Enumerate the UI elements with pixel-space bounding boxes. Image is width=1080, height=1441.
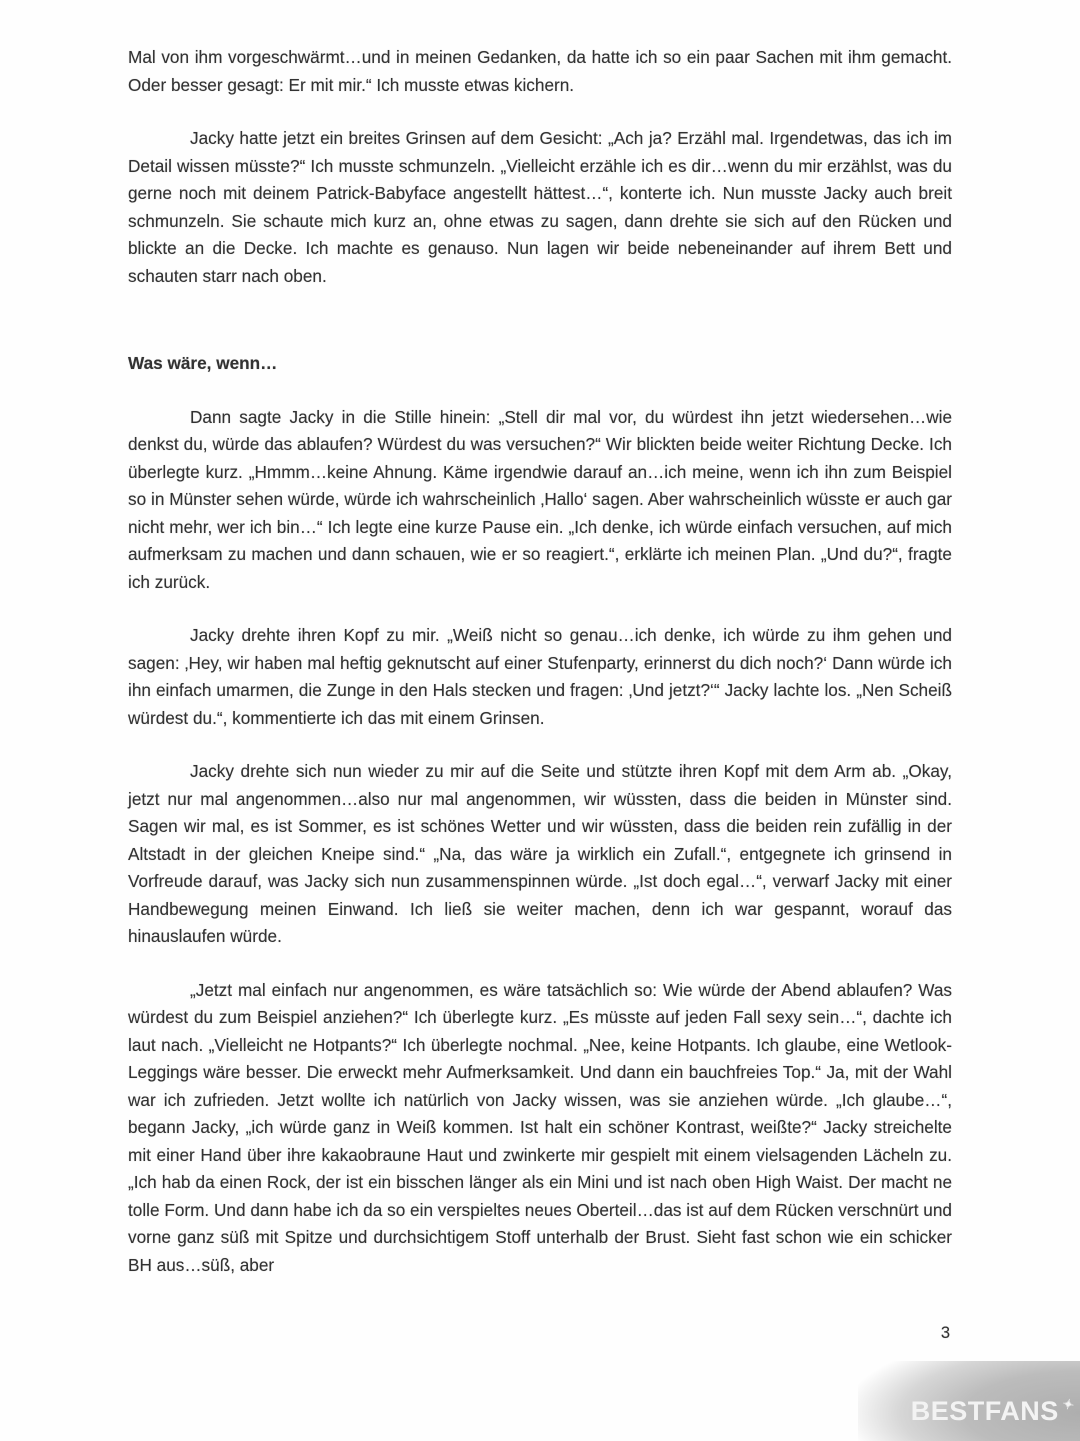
- watermark-badge: [858, 1361, 1080, 1441]
- star-icon: ✦: [1060, 1395, 1076, 1414]
- text-block: [128, 44, 952, 1305]
- paragraph: „Jetzt mal einfach nur angenommen, es wäre tatsächlich so: Wie würde der Abend ablaufen? Was würdest du zum Beispiel anziehen?“ Ich überlegte kurz. „Es müsste auf jeden Fall sexy sein…“, dachte ich laut nach. „Vielleicht ne Hotpants?“ Ich überlegte nochmal. „Nee, keine Hotpants. Ich glaube, eine Wetlook-Leggings wäre besser. Die erweckt mehr Aufmerksamkeit. Und dann ein bauchfreies Top.“ Ja, mit der Wahl war ich zufrieden. Jetzt wollte ich natürlich von Jacky wissen, was sie anziehen würde. „Ich glaube…“, begann Jacky, „ich würde ganz in Weiß kommen. Ist halt ein schöner Kontrast, weißte?“ Jacky streichelte mit einer Hand über ihre kakaobraune Haut und zwinkerte mir gespielt mit einem vielsagenden Lächeln zu. „Ich hab da einen Rock, der ist ein bisschen länger als ein Mini und ist nach oben High Waist. Der macht ne tolle Form. Und dann habe ich da so ein verspieltes neues Oberteil…das ist auf dem Rücken verschnürt und vorne ganz süß mit Spitze und durchsichtigem Stoff unterhalb der Brust. Sieht fast schon wie ein schicker BH aus…süß, aber: [128, 979, 952, 1275]
- paragraph: Jacky drehte ihren Kopf zu mir. „Weiß nicht so genau…ich denke, ich würde zu ihm gehen und sagen: ‚Hey, wir haben mal heftig geknutscht auf einer Stufenparty, erinnerst du dich noch?‘ Dann würde ich ihn einfach umarmen, die Zunge in den Hals stecken und fragen: ‚Und jetzt?‘“ Jacky lachte los. „Nen Scheiß würdest du.“, kommentierte ich das mit einem Grinsen.: [128, 625, 952, 728]
- paragraph: Jacky drehte sich nun wieder zu mir auf die Seite und stützte ihren Kopf mit dem Arm ab. „Okay, jetzt nur mal angenommen…also nur mal angenommen, wir wüssten, dass die beiden in Münster sind. Sagen wir mal, es ist Sommer, es ist schönes Wetter und wir wüssten, dass die beiden rein zufällig in der Altstadt in der gleichen Kneipe sind.“ „Na, das wäre ja wirklich ein Zufall.“, entgegnete ich grinsend in Vorfreude darauf, was Jacky sich nun zusammenspinnen würde. „Ist doch egal…“, verwarf Jacky mit einer Handbewegung meinen Einwand. Ich ließ sie weiter machen, denn ich war gespannt, worauf das hinauslaufen würde.: [128, 761, 952, 946]
- paragraph: Mal von ihm vorgeschwärmt…und in meinen Gedanken, da hatte ich so ein paar Sachen mit ihm gemacht. Oder besser gesagt: Er mit mir.“ Ich musste etwas kichern.: [128, 47, 952, 95]
- paragraph: Jacky hatte jetzt ein breites Grinsen auf dem Gesicht: „Ach ja? Erzähl mal. Irgendetwas, das ich im Detail wissen müsste?“ Ich musste schmunzeln. „Vielleicht erzähle ich es dir…wenn du mir erzählst, was du gerne noch mit deinem Patrick-Babyface angestellt hättest…“, konterte ich. Nun musste Jacky auch breit schmunzeln. Sie schaute mich kurz an, ohne etwas zu sagen, dann drehte sie sich auf den Rücken und blickte an die Decke. Ich machte es genauso. Nun lagen wir beide nebeneinander auf ihrem Bett und schauten starr nach oben.: [128, 128, 952, 286]
- section-heading: Was wäre, wenn…: [128, 353, 278, 373]
- watermark-brand-text: BESTFANS: [910, 1396, 1059, 1426]
- page-number: 3: [940, 1324, 950, 1342]
- paragraph: Dann sagte Jacky in die Stille hinein: „Stell dir mal vor, du würdest ihn jetzt wiedersehen…wie denkst du, würde das ablaufen? Würdest du was versuchen?“ Wir blickten beide weiter Richtung Decke. Ich überlegte kurz. „Hmmm…keine Ahnung. Käme irgendwie darauf an…ich meine, wenn ich ihn zum Beispiel so in Münster sehen würde, würde ich wahrscheinlich ‚Hallo‘ sagen. Aber wahrscheinlich wüsste er auch gar nicht mehr, wer ich bin…“ Ich legte eine kurze Pause ein. „Ich denke, ich würde einfach versuchen, auf mich aufmerksam zu machen und dann schauen, wie er so reagiert.“, erklärte ich meinen Plan. „Und du?“, fragte ich zurück.: [128, 406, 952, 592]
